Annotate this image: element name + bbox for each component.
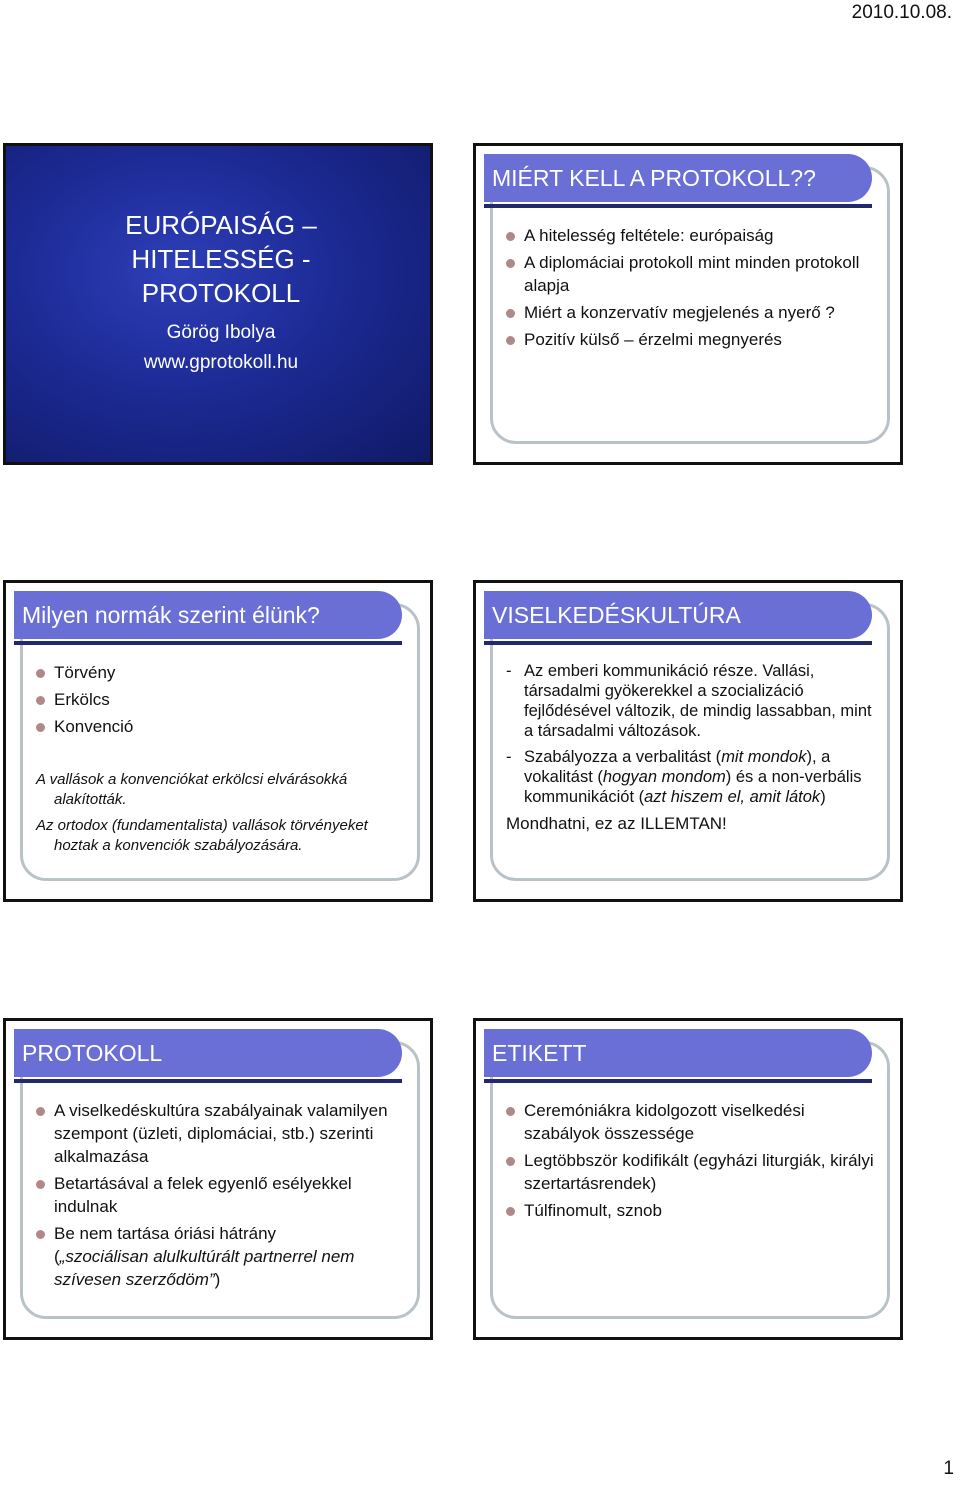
bullet-item: Erkölcs (36, 688, 406, 711)
title-underline (14, 641, 402, 645)
slide-title-banner: ETIKETT (484, 1029, 872, 1077)
bullet-item: A diplomáciai protokoll mint minden protokoll alapja (506, 251, 876, 297)
note-paragraph: A vallások a konvenciókat erkölcsi elvárásokká alakították. (36, 771, 348, 808)
page-number: 1 (943, 1458, 954, 1479)
slide-protokoll (3, 1018, 433, 1340)
title-underline (14, 1079, 402, 1083)
website: www.gprotokoll.hu (143, 352, 299, 373)
bullet-item: Ceremóniákra kidolgozott viselkedési szabályok összessége (506, 1099, 876, 1145)
slide-title-banner: PROTOKOLL (14, 1029, 402, 1077)
italic-notes (36, 770, 406, 862)
bullet-item (36, 1222, 406, 1291)
bullet-list (36, 1099, 406, 1295)
bullet-text: Be nem tartása óriási hátrány (54, 1224, 277, 1243)
slide-viselkedeskultura (473, 580, 903, 902)
bullet-item: A hitelesség feltétele: európaiság (506, 224, 876, 247)
quote-emphasis: „szociálisan alulkultúrált partnerrel nem szívesen szerződöm” (54, 1247, 355, 1289)
title-underline (484, 641, 872, 645)
bullet-item: Miért a konzervatív megjelenés a nyerő ? (506, 301, 876, 324)
bullet-item: A viselkedéskultúra szabályainak valamilyen szempont (üzleti, diplomáciai, stb.) szerinti alkalmazása (36, 1099, 406, 1168)
dash-item (506, 747, 878, 807)
bullet-list (506, 1099, 876, 1226)
slide-title-banner: VISELKEDÉSKULTÚRA (484, 591, 872, 639)
slide-title-banner: MIÉRT KELL A PROTOKOLL?? (484, 154, 872, 202)
note-paragraph: Az ortodox (fundamentalista) vallások törvényeket hoztak a konvenciók szabályozására. (36, 817, 368, 854)
paren-close: ) (214, 1270, 221, 1289)
title-underline (484, 204, 872, 208)
emphasis: azt hiszem el, amit látok (644, 788, 821, 806)
title-line: EURÓPAISÁG – (125, 210, 317, 240)
title-block (6, 208, 433, 378)
slide-title-banner: Milyen normák szerint élünk? (14, 591, 402, 639)
page-date: 2010.10.08. (851, 2, 952, 23)
text-run: Szabályozza a verbalitást ( (524, 748, 722, 766)
bullet-item: Konvenció (36, 715, 406, 738)
presentation-title (6, 208, 433, 310)
bullet-item: Legtöbbször kodifikált (egyházi liturgiák, királyi szertartásrendek) (506, 1149, 876, 1195)
slide-normak (3, 580, 433, 902)
bullet-list (506, 224, 876, 355)
text-run: ) és a non-verbális kommunikációt ( (524, 768, 862, 806)
closing-line: Mondhatni, ez az ILLEMTAN! (506, 814, 727, 833)
subtitle (6, 318, 433, 378)
text-run: ), a vokalitást ( (524, 748, 831, 786)
dash-item (506, 661, 878, 741)
dash-list (506, 661, 878, 835)
slide-title (3, 143, 433, 465)
bullet-item: Betartásával a felek egyenlő esélyekkel indulnak (36, 1172, 406, 1218)
title-underline (484, 1079, 872, 1083)
dash-marker: - (506, 748, 512, 766)
title-line: PROTOKOLL (141, 278, 301, 308)
emphasis: hogyan mondom (602, 768, 726, 786)
bullet-item: Törvény (36, 661, 406, 684)
bullet-item: Pozitív külső – érzelmi megnyerés (506, 328, 876, 351)
text-run: ) (820, 788, 826, 806)
slide-etikett (473, 1018, 903, 1340)
author-name: Görög Ibolya (166, 322, 276, 343)
bullet-item: Túlfinomult, sznob (506, 1199, 876, 1222)
emphasis: mit mondok (721, 748, 807, 766)
paren-open: ( (54, 1247, 60, 1266)
title-line: HITELESSÉG - (131, 244, 311, 274)
dash-marker: - (506, 662, 512, 680)
bullet-list (36, 661, 406, 742)
dash-item-text: Az emberi kommunikáció része. Vallási, társadalmi gyökerekkel a szocializáció fejlődésével változik, de mindig lassabban, mint a társadalmi változások. (524, 662, 872, 740)
slide-miert-kell (473, 143, 903, 465)
